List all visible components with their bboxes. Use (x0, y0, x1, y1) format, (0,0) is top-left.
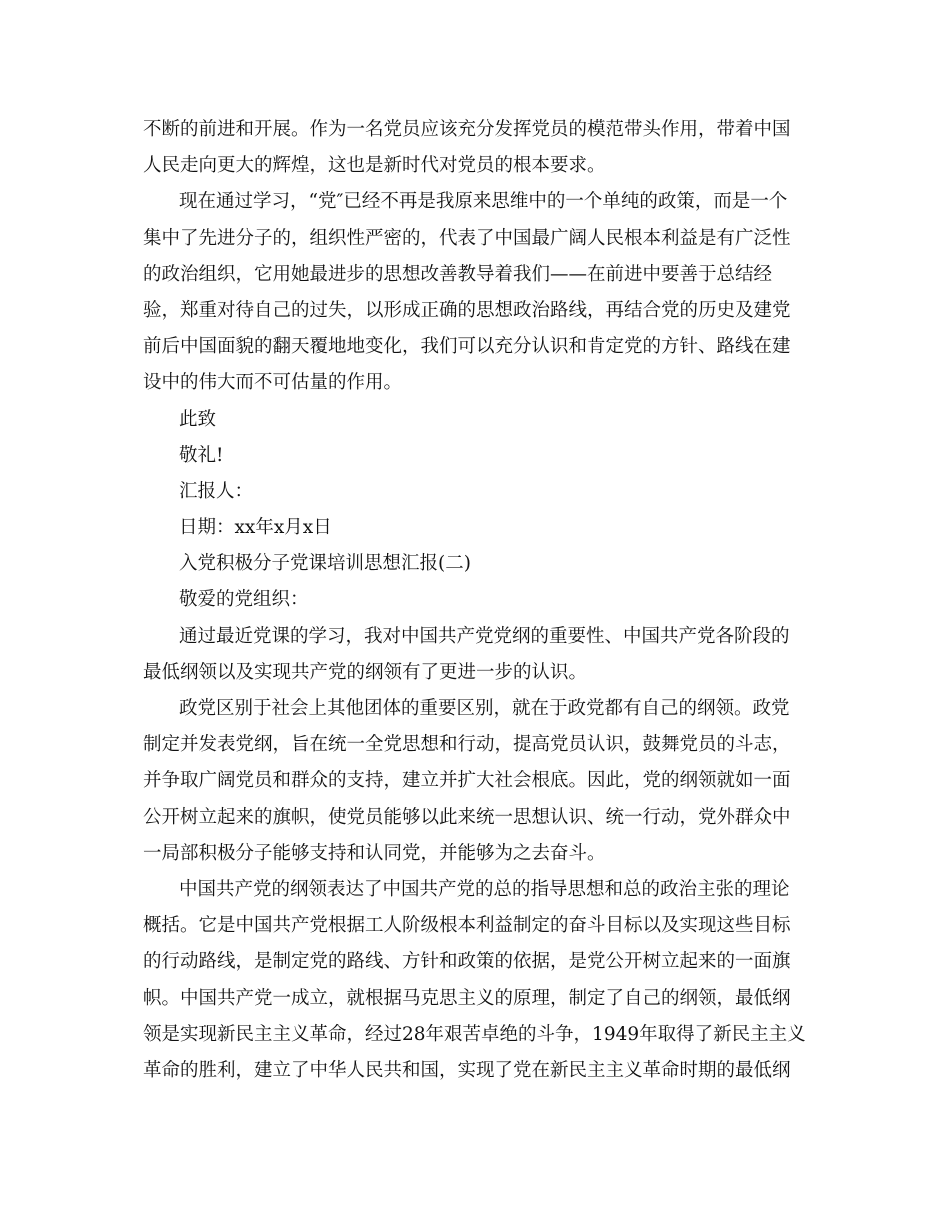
reporter-label: 汇报人： (179, 480, 254, 502)
text-line: 制定并发表党纲，旨在统一全党思想和行动，提高党员认识，鼓舞党员的斗志， (143, 734, 791, 756)
text-line: 公开树立起来的旗帜，使党员能够以此来统一思想认识、统一行动，党外群众中 (143, 806, 791, 828)
text-line: 通过最近党课的学习，我对中国共产党党纲的重要性、中国共产党各阶段的 (179, 625, 790, 647)
date-line: 日期：xx年x月x日 (179, 517, 332, 539)
section-title: 入党积极分子党课培训思想汇报(二) (179, 553, 471, 575)
text-line: 中国共产党的纲领表达了中国共产党的总的指导思想和总的政治主张的理论 (179, 878, 790, 900)
closing-regards: 敬礼! (179, 444, 224, 466)
text-line: 领是实现新民主主义革命，经过28年艰苦卓绝的斗争，1949年取得了新民主主义 (143, 1023, 806, 1045)
text-line: 政党区别于社会上其他团体的重要区别，就在于政党都有自己的纲领。政党 (179, 698, 790, 719)
greeting: 敬爱的党组织： (179, 589, 309, 611)
text-line: 并争取广阔党员和群众的支持，建立并扩大社会根底。因此，党的纲领就如一面 (143, 770, 791, 792)
document-page (143, 112, 823, 1089)
text-line: 帜。中国共产党一成立，就根据马克思主义的原理，制定了自己的纲领，最低纲 (143, 987, 791, 1009)
text-line: 人民走向更大的辉煌，这也是新时代对党员的根本要求。 (143, 155, 606, 177)
text-line: 一局部积极分子能够支持和认同党，并能够为之去奋斗。 (143, 842, 606, 864)
text-line: 的政治组织，它用她最进步的思想改善教导着我们——在前进中要善于总结经 (143, 263, 773, 285)
closing-salutation: 此致 (179, 408, 217, 430)
text-line: 革命的胜利，建立了中华人民共和国，实现了党在新民主主义革命时期的最低纲 (143, 1059, 791, 1081)
text-line: 设中的伟大而不可估量的作用。 (143, 372, 403, 394)
text-line: 最低纲领以及实现共产党的纲领有了更进一步的认识。 (143, 661, 588, 683)
text-line: 的行动路线，是制定党的路线、方针和政策的依据，是党公开树立起来的一面旗 (143, 951, 791, 973)
text-line: 集中了先进分子的，组织性严密的，代表了中国最广阔人民根本利益是有广泛性 (143, 227, 791, 249)
text-line: 验，郑重对待自己的过失，以形成正确的思想政治路线，再结合党的历史及建党 (143, 299, 791, 321)
text-line: 前后中国面貌的翻天覆地地变化，我们可以充分认识和肯定党的方针、路线在建 (143, 336, 791, 358)
text-line: 概括。它是中国共产党根据工人阶级根本利益制定的奋斗目标以及实现这些目标 (143, 915, 791, 937)
text-line: 现在通过学习，“党″已经不再是我原来思维中的一个单纯的政策，而是一个 (179, 191, 788, 213)
text-line: 不断的前进和开展。作为一名党员应该充分发挥党员的模范带头作用，带着中国 (143, 119, 791, 140)
